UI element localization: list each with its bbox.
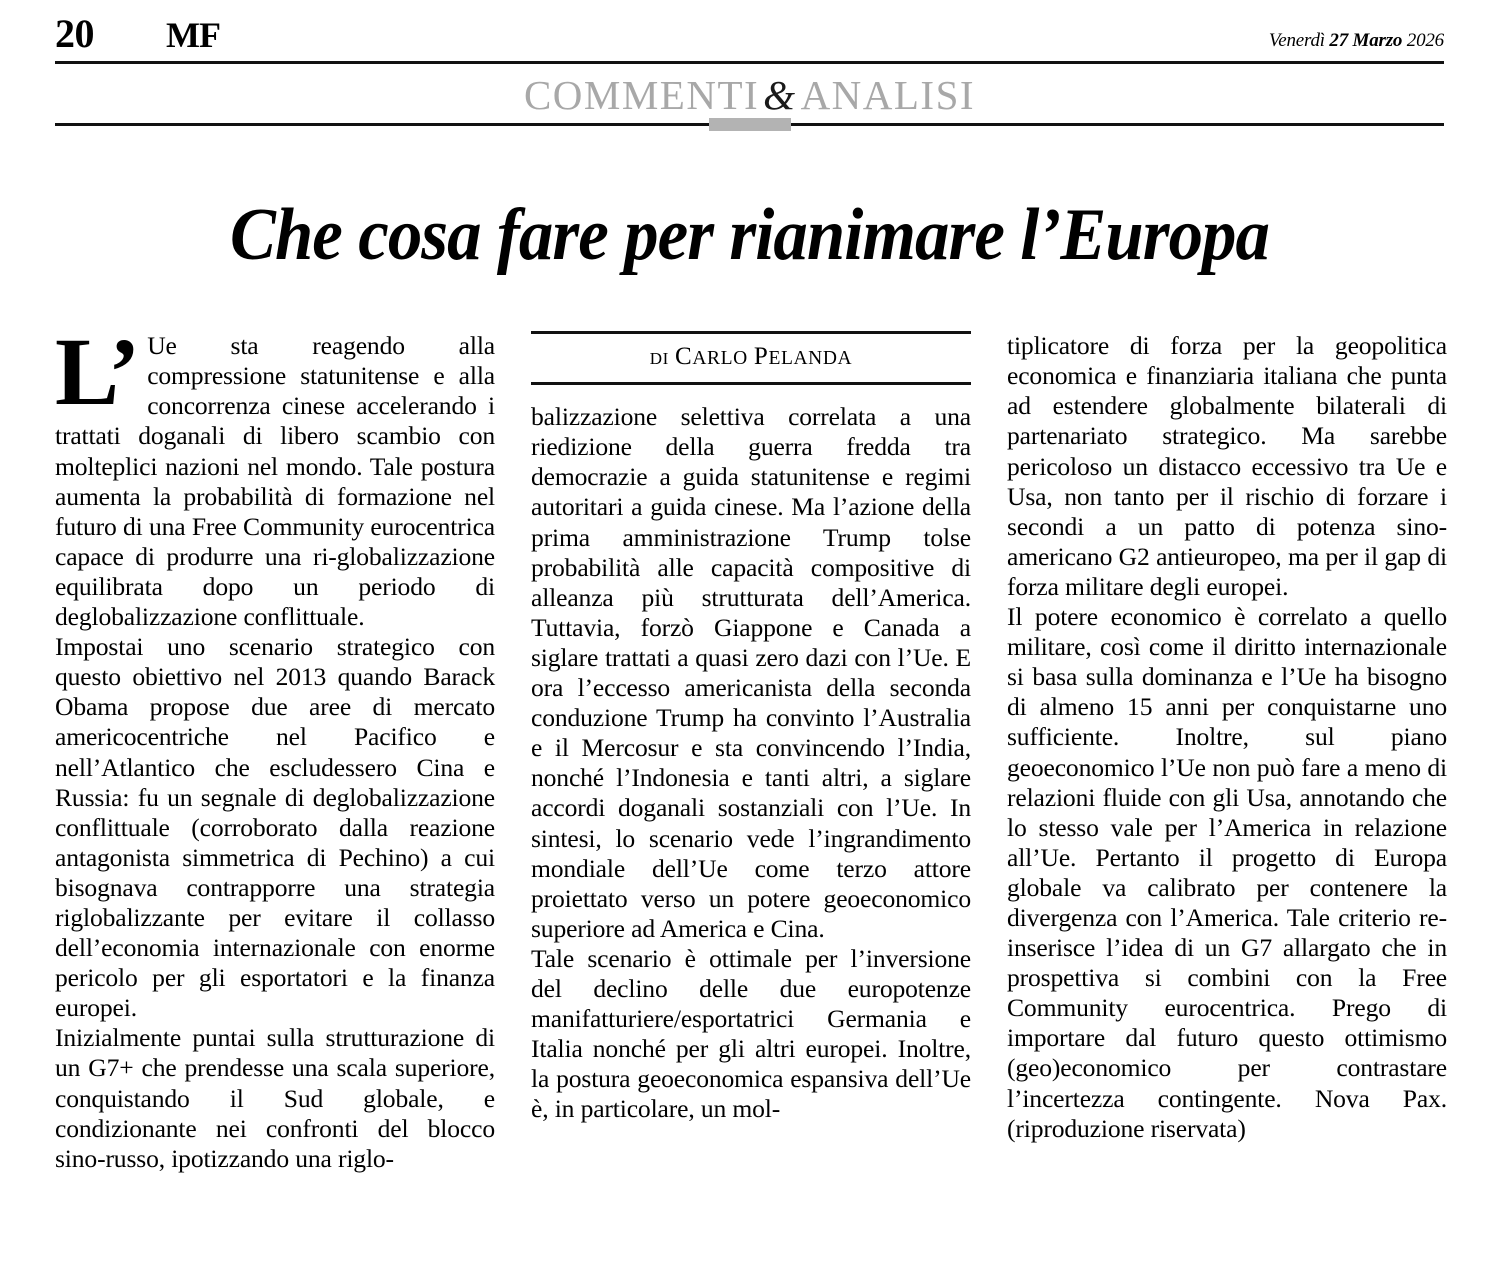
- section-kicker-text: [524, 74, 975, 117]
- masthead: [55, 0, 1444, 56]
- paragraph: Tale scenario è ottimale per l’inversione del declino delle due europotenze manifatturiere/esportatrici Germania e Italia nonché per gli altri europei. Inoltre, la postura geoeconomica espansiva dell’Ue è, in particolare, un mol-: [531, 943, 971, 1124]
- section-label-commenti: COMMENTI: [523, 72, 760, 118]
- article-column-2: [531, 331, 971, 1174]
- article-columns: [55, 318, 1447, 1174]
- dateline-weekday: Venerdì: [1268, 30, 1330, 51]
- paragraph: Inizialmente puntai sulla strutturazione di un G7+ che prendesse una scala superiore, conquistando il Sud globale, e condizionante nei confronti del blocco sino-russo, ipotizzando una riglo-: [55, 1023, 495, 1173]
- dateline-year: 2026: [1402, 30, 1444, 51]
- paragraph: Il potere economico è correlato a quello militare, così come il diritto internazionale si basa sulla dominanza e l’Ue ha bisogno di almeno 15 anni per conquistarne uno sufficiente. Inoltre, sul piano geoeconomico l’Ue non può fare a meno di relazioni fluide con gli Usa, annotando che lo stesso vale per l’America in relazione all’Ue. Pertanto il progetto di Europa globale va calibrato per contenere la divergenza con l’America. Tale criterio re-inserisce l’idea di un G7 allargato che in prospettiva si combini con la Free Community eurocentrica. Prego di importare dal futuro questo ottimismo (geo)economico per contrastare l’incertezza contingente. Nova Pax. (riproduzione riservata): [1007, 602, 1447, 1143]
- paragraph: balizzazione selettiva correlata a una riedizione della guerra fredda tra democrazie a guida statunitense e regimi autoritari a guida cinese. Ma l’azione della prima amministrazione Trump tolse probabilità alle capacità compositive di alleanza più strutturata dell’America. Tuttavia, forzò Giappone e Canada a siglare trattati a quasi zero dazi con l’Ue. E ora l’eccesso americanista della seconda conduzione Trump ha convinto l’Australia e il Mercosur e sta convincendo l’India, nonché l’Indonesia e tanti altri, a siglare accordi doganali sostanziali con l’Ue. In sintesi, lo scenario vede l’ingrandimento mondiale dell’Ue come terzo attore proiettato verso un potere geoeconomico superiore ad America e Cina.: [531, 402, 971, 943]
- dateline: [1269, 30, 1444, 52]
- byline-author: CARLO PELANDA: [675, 343, 853, 371]
- page-number: 20: [55, 11, 94, 56]
- column-1-body: [55, 318, 495, 1174]
- publication-logo: MF: [166, 15, 220, 55]
- article-column-3: [1007, 331, 1447, 1174]
- drop-cap: L’: [55, 318, 139, 426]
- section-rule: [55, 123, 1444, 126]
- paragraph: Impostai uno scenario strategico con questo obiettivo nel 2013 quando Barack Obama propose due aree di mercato americocentriche nel Pacifico e nell’Atlantico che escludessero Cina e Russia: fu un segnale di deglobalizzazione conflittuale (corroborato dalla reazione antagonista simmetrica di Pechino) a cui bisognava contrapporre una strategia riglobalizzante per evitare il collasso dell’economia internazionale con enorme pericolo per gli esportatori e la finanza europei.: [55, 632, 495, 1023]
- byline-box: [531, 331, 971, 385]
- section-rule-tab: [709, 118, 791, 131]
- column-2-body: [531, 402, 971, 1124]
- section-kicker: [55, 64, 1444, 117]
- paragraph: tiplicatore di forza per la geopolitica economica e finanziaria italiana che punta ad estendere globalmente bilaterali di partenariato strategico. Ma sarebbe pericoloso un distacco eccessivo tra Ue e Usa, non tanto per il rischio di forzare i secondi a un patto di potenza sino-americano G2 antieuropeo, ma per il gap di forza militare degli europei.: [1007, 331, 1447, 601]
- section-label-analisi: ANALISI: [800, 72, 976, 118]
- byline: [531, 343, 971, 371]
- paragraph-text: Ue sta reagendo alla compressione statunitense e alla concorrenza cinese accelerando i trattati doganali di libero scambio con molteplici nazioni nel mondo. Tale postura aumenta la probabilità di formazione nel futuro di una Free Community eurocentrica capace di produrre una ri-globalizzazione equilibrata dopo un periodo di deglobalizzazione conflittuale.: [55, 331, 495, 632]
- byline-prefix: DI: [649, 349, 669, 369]
- dateline-date: 27 Marzo: [1329, 30, 1403, 51]
- article-column-1: [55, 318, 495, 1174]
- column-3-body: [1007, 331, 1447, 1144]
- section-ampersand: &: [763, 72, 797, 118]
- article-headline: Che cosa fare per rianimare l’Europa: [229, 193, 1270, 276]
- paragraph: [55, 318, 495, 632]
